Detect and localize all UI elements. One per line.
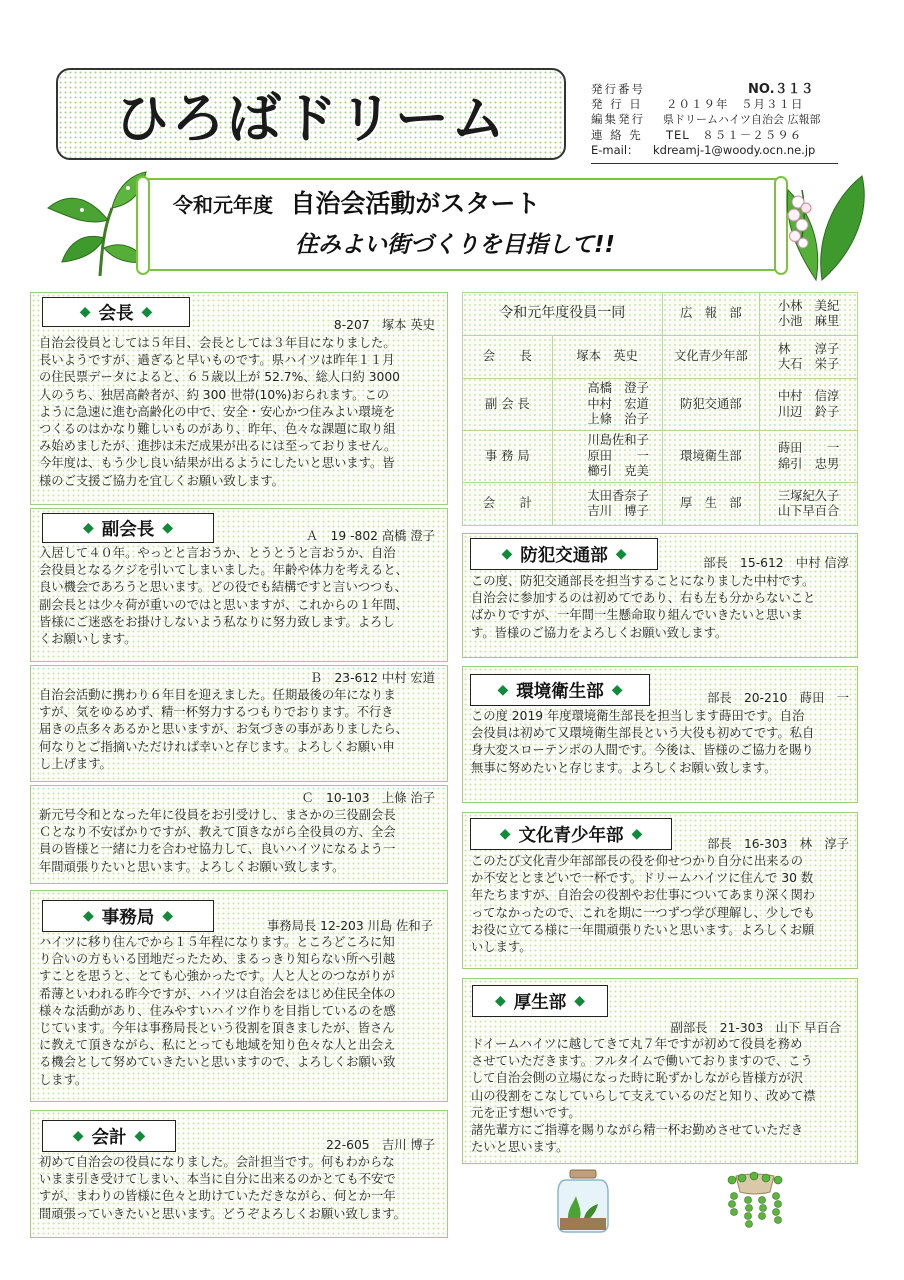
diamond-icon: ◆ [631,826,643,842]
jimukyoku-signature: 事務局長 12-203 川島 佐和子 [267,919,433,933]
officer-name: 大石 栄子 [777,357,840,371]
officer-name: 川辺 鈴子 [777,404,840,419]
kosei-line: させていただきます。フルタイムで働いておりますので、こう [471,1054,813,1069]
jimukyoku-heading [42,900,214,932]
officer-name: 原田 一 [587,448,649,463]
fukukaicho-c-signature: Ｃ 10-103 上條 治子 [301,791,435,805]
fukukaicho-b-line: 何なりとご指摘いただければ幸いと存じます。よろしくお願い申 [39,739,395,754]
kosei-line: 元を正す想いです。 [471,1105,581,1120]
kaicho-line: 今年度は、もう少し良い結果が出るようにしたいと思います。皆 [39,456,395,471]
kosei-signature: 副部長 21-303 山下 早百合 [670,1021,841,1035]
diamond-icon: ◆ [615,546,627,562]
diamond-icon: ◆ [82,908,94,924]
bohan-line: す。皆様のご協力をよろしくお願い致します。 [471,625,728,640]
bunka-line: いします。 [471,940,532,955]
jimukyoku-line: り合いの方もいる団地だったため、まるっきり知らない所へ引越 [39,952,396,967]
bunka-heading-label: 文化青少年部 [518,825,624,846]
officers-role: 会 計 [463,483,553,526]
officers-dept-names [760,483,858,526]
kaikei-heading [42,1120,176,1152]
diamond-icon: ◆ [499,826,511,842]
kaicho-line: み始めましたが、進捗は未だ成果が出るには至っておりません。 [39,439,397,454]
diamond-icon: ◆ [141,304,153,320]
kankyo-line: 身大変スローテンポの人間です。今後は、皆様のご協力を賜り [471,743,814,758]
bunka-line: 年たちますが、自治会の役割やお仕事についてあまり深く関わ [471,888,816,903]
bohan-line: この度、防犯交通部長を担当することになりました中村です。 [471,574,815,588]
diamond-icon: ◆ [79,304,91,320]
officer-name: 林 淳子 [777,341,840,356]
officers-role-names [552,336,662,379]
kosei-line: ドイームハイツに越してきて丸７年ですが初めて役員を務め [471,1037,803,1051]
fukukaicho-a-line: 良い機会であろうと思います。どの役でも結構ですと言いつつも、 [39,580,407,595]
diamond-icon: ◆ [134,1128,146,1144]
kankyo-heading-label: 環境衛生部 [516,681,604,702]
bunka-line: お役に立てる様に一年間頑張りたいと思います。よろしくお願 [471,922,815,937]
jimukyoku-line: 様々な活動があり、住みやすいハイツ作りを目指しているのを感 [39,1003,396,1018]
meta-divider [591,163,838,164]
diamond-icon: ◆ [82,520,94,536]
kankyo-signature: 部長 20-210 蒔田 一 [707,691,849,705]
officers-dept-names [760,431,858,483]
meta-publisher [591,112,851,127]
officer-name: 小林 美紀 [777,298,840,313]
bunka-line: か不安ととまどいで一杯です。ドリームハイツに住んで 30 数 [471,871,814,886]
fukukaicho-c-line: 年間頑張りたいと思います。よろしくお願い致します。 [39,859,345,874]
banner-scroll-left [136,176,150,275]
bunka-line: ってなかったので、これを期に一つずつ学び理解し、少しでも [471,905,816,920]
bohan-signature: 部長 15-612 中村 信淳 [703,556,849,570]
bohan-line: ばかりですが、一年間一生懸命取り組んでいきたいと思いま [471,608,804,623]
kankyo-line: この度 2019 年度環境衛生部長を担当します蒔田です。自治 [471,709,805,723]
officers-title: 令和元年度役員一同 [463,293,663,336]
jimukyoku-heading-label: 事務局 [101,907,155,928]
fukukaicho-c-line: 員の皆様と一緒に力を合わせ協力して、良いハイツになるよう一 [39,842,396,857]
bunka-heading [470,818,672,850]
meta-email-value: kdreamj-1@woody.ocn.ne.jp [653,142,816,157]
diamond-icon: ◆ [494,993,506,1009]
fukukaicho-b-line: 届きの点多々あるかと思いますが、お気づきの事がありましたら、 [39,722,408,737]
fukukaicho-c-body [31,807,401,876]
kosei-body [463,1036,820,1156]
officers-dept: 広 報 部 [662,293,760,336]
fukukaicho-heading-label: 副会長 [101,519,155,540]
fukukaicho-a-line: 副会長とは少々荷が重いのではと思いますが、これからの１年間、 [39,597,408,612]
hanging-plant-icon [722,1170,788,1232]
officers-role: 事 務 局 [463,431,553,483]
kaicho-signature: 8-207 塚本 英史 [333,318,435,332]
diamond-icon: ◆ [162,908,174,924]
lily-of-valley-icon [776,170,872,282]
officer-name: 太田香奈子 [587,488,649,503]
officer-name: 塚本 英史 [576,349,638,364]
kaicho-line: つくるのはかなり難しいものがあり、昨年、色々な課題に取り組 [39,422,396,437]
officer-name: 小池 麻里 [777,314,840,328]
officers-role: 会 長 [463,336,553,379]
terrarium-jar-icon [556,1168,610,1234]
officer-name: 吉川 博子 [587,504,649,518]
kankyo-line: 無事に努めたいと存じます。よろしくお願い致します。 [471,760,777,775]
officers-role-names [552,379,662,431]
officers-role-names [552,483,662,526]
issue-meta [591,82,851,158]
officer-name: 三塚紀久子 [777,488,840,503]
jimukyoku-line: る機会として努めていきたいと思いますので、よろしくお願い致 [39,1055,396,1070]
fukukaicho-b-line: 自治会活動に携わり６年目を迎えました。任期最後の年になりま [39,688,396,702]
masthead-title-box [56,68,566,160]
meta-issue [591,82,851,97]
kosei-heading-label: 厚生部 [513,992,567,1013]
jimukyoku-line: すことを思うと、とても心強かったです。人と人とのつながりが [39,969,395,984]
headline-main: 自治会活動がスタート [290,189,541,218]
kaikei-line: 間頑張っていきたいと思います。どうぞよろしくお願い致します。 [39,1206,406,1221]
meta-date-label: 発 行 日 [591,97,643,112]
meta-publisher-value: 県ドリームハイツ自治会 広報部 [663,113,821,127]
kosei-line: たいと思います。 [471,1140,569,1155]
section-fukukaicho-c [30,785,448,884]
kankyo-heading [470,674,650,706]
headline-year: 令和元年度 [173,193,273,217]
kosei-line: 山の役割をこなしていらして支えているのだと知り、改めて襟 [471,1088,816,1103]
bohan-heading [470,538,658,570]
kosei-heading [472,985,608,1017]
jimukyoku-line: に教えて頂きながら、私にとっても地域を知り色々な人と出会え [39,1038,396,1053]
officer-name: 山下早百合 [777,504,840,518]
masthead-title: ひろばドリーム [115,86,507,150]
officers-dept: 厚 生 部 [662,483,760,526]
officers-dept-names [760,293,858,336]
officers-table [462,292,858,526]
kaicho-line: 人のうち、独居高齢者が、約 300 世帯(10%)おられます。この [39,387,390,402]
kaikei-heading-label: 会計 [91,1127,127,1148]
meta-contact-label: 連 絡 先 [591,127,643,142]
meta-email [591,143,851,158]
jimukyoku-line: します。 [39,1072,88,1087]
diamond-icon: ◆ [501,546,513,562]
kaicho-line: の住民票データによると、６５歳以上が 52.7%、総人口約 3000 [39,370,401,385]
officer-name: 綿引 忠男 [777,456,840,471]
bunka-line: このたび文化青少年部部長の役を仰せつかり自分に出来るの [471,854,804,868]
fukukaicho-c-line: 新元号令和となった年に役員をお引受けし、まさかの三役副会長 [39,808,396,822]
headline-banner [143,178,781,271]
diamond-icon: ◆ [611,682,623,698]
officer-name: 高橋 澄子 [587,381,649,396]
jimukyoku-body [31,934,401,1089]
diamond-icon: ◆ [574,993,586,1009]
fukukaicho-b-body [31,687,413,773]
headline [173,184,540,220]
kaicho-line: ように急速に進む高齢化の中で、安全・安心かつ住みよい環境を [39,404,396,419]
kaikei-signature: 22-605 吉川 博子 [326,1138,435,1152]
kankyo-line: 会役員は初めて又環境衛生部長という大役も初めてです。私自 [471,726,815,741]
kaikei-line: すが、まわりの皆様に色々と助けていただきながら、何とか一年 [39,1189,396,1204]
fukukaicho-b-line: し上げます。 [39,756,112,771]
fukukaicho-a-line: 入居して４０年。やっとと言おうか、とうとうと言おうか、自治 [39,546,396,560]
fukukaicho-a-line: 会役員となるクジを引いてしまいました。年齢や体力を考えると、 [39,563,408,578]
kaikei-body [31,1154,411,1223]
officer-name: 蒔田 一 [777,441,840,455]
jimukyoku-line: ハイツに移り住んでから１５年程になります。ところどころに知 [39,935,395,949]
meta-publisher-label: 編集発行 [591,112,645,127]
diamond-icon: ◆ [162,520,174,536]
fukukaicho-a-line: 皆様にご迷惑をお掛けしないよう私なりに努力致します。よろし [39,614,395,629]
jimukyoku-line: じています。今年は事務局長という役割を頂きましたが、皆さん [39,1021,395,1036]
fukukaicho-heading [42,513,214,543]
kankyo-body [463,708,819,777]
officers-role: 副 会 長 [463,379,553,431]
fukukaicho-a-line: くお願いします。 [39,632,137,647]
kaicho-line: 様のご支援ご協力を宜しくお願い致します。 [39,473,284,488]
kaicho-line: 自治会役員としては５年目、会長としては３年目になりました。 [39,336,396,350]
kaikei-line: いまま引き受けてしまい、本当に自分に出来るのかとても不安で [39,1172,396,1187]
meta-contact-value: TEL ８５１－２５９６ [666,127,803,142]
bohan-line: 自治会に参加するのは初めてであり、右も左も分からないこと [471,591,816,606]
kaikei-line: 初めて自治会の役員になりました。会計担当です。何もわからな [39,1155,395,1169]
fukukaicho-b-signature: Ｂ 23-612 中村 宏道 [309,671,435,685]
kosei-line: して自治会側の立場になった時に恥ずかしながら皆様方が沢 [471,1071,804,1086]
meta-issue-label: 発行番号 [591,82,645,96]
diamond-icon: ◆ [497,682,509,698]
officers-dept-names [760,336,858,379]
officer-name: 中村 信淳 [777,389,840,403]
officers-role-names [552,431,662,483]
meta-contact [591,128,851,143]
kaicho-heading-label: 会長 [98,303,134,324]
officer-name: 上條 治子 [587,412,649,427]
officer-name: 川島佐和子 [587,433,649,448]
officers-dept: 環境衛生部 [662,431,760,483]
bunka-signature: 部長 16-303 林 淳子 [707,837,849,851]
subheadline: 住みよい街づくりを目指して!! [295,232,615,258]
meta-email-label: E-mail： [591,142,639,157]
officers-dept-names [760,379,858,431]
fukukaicho-c-line: Ｃとなり不安ばかりですが、教えて頂きながら全役員の方、全会 [39,825,396,840]
officer-name: 櫛引 克美 [587,464,649,479]
bunka-body [463,853,820,956]
fukukaicho-a-signature: Ａ 19 -802 高橋 澄子 [305,529,435,543]
meta-date-value: ２０１９年 ５月３１日 [666,97,804,112]
bohan-heading-label: 防犯交通部 [520,545,608,566]
meta-date [591,97,851,112]
meta-issue-no: NO.３１３ [748,82,814,97]
fukukaicho-b-line: すが、気をゆるめず、精一杯努力するつもりでおります。不行き [39,705,394,720]
kaicho-line: 長いようですが、過ぎると早いものです。県ハイツは昨年１１月 [39,353,395,368]
kaicho-body [31,335,405,490]
bohan-body [463,573,820,642]
jimukyoku-line: 希薄といわれる昨今ですが、ハイツは自治会をはじめ住民全体の [39,986,396,1001]
diamond-icon: ◆ [72,1128,84,1144]
officers-dept: 文化青少年部 [662,336,760,379]
kosei-line: 諸先輩方にご指導を賜りながら精一杯お勤めさせていただき [471,1123,804,1138]
section-fukukaicho-b [30,665,448,782]
officers-dept: 防犯交通部 [662,379,760,431]
fukukaicho-a-body [31,545,413,648]
officer-name: 中村 宏道 [587,396,649,411]
kaicho-heading [42,297,190,327]
